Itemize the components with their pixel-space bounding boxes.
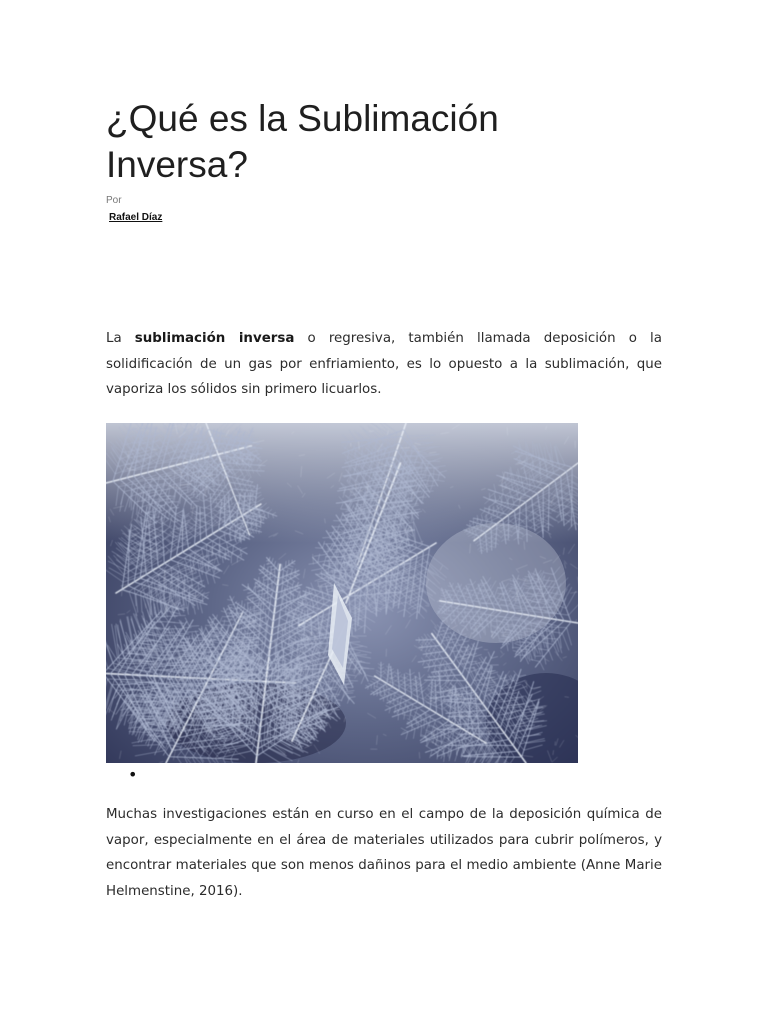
byline-label: Por — [106, 195, 122, 206]
intro-bold-term: sublimación inversa — [134, 331, 295, 346]
article-title: ¿Qué es la Sublimación Inversa? — [106, 98, 499, 185]
byline — [106, 195, 162, 225]
list-bullet: • — [128, 765, 138, 784]
author-link[interactable]: Rafael Díaz — [109, 212, 163, 223]
intro-paragraph — [106, 326, 662, 403]
frost-crystal-illustration — [106, 423, 578, 763]
intro-rest: o regresiva, también llamada deposición o la solidificación de un gas por enfriamiento, es lo opuesto a la sublimación, que vaporiza los sólidos sin primero licuarlos. — [106, 331, 662, 397]
intro-lead: La — [106, 331, 135, 346]
body-paragraph: Muchas investigaciones están en curso en el campo de la deposición química de vapor, especialmente en el área de materiales utilizados para cubrir polímeros, y encontrar materiales que son menos dañinos para el medio ambiente (Anne Marie Helmenstine, 2016). — [106, 807, 662, 899]
frost-crystal-image — [106, 423, 578, 763]
